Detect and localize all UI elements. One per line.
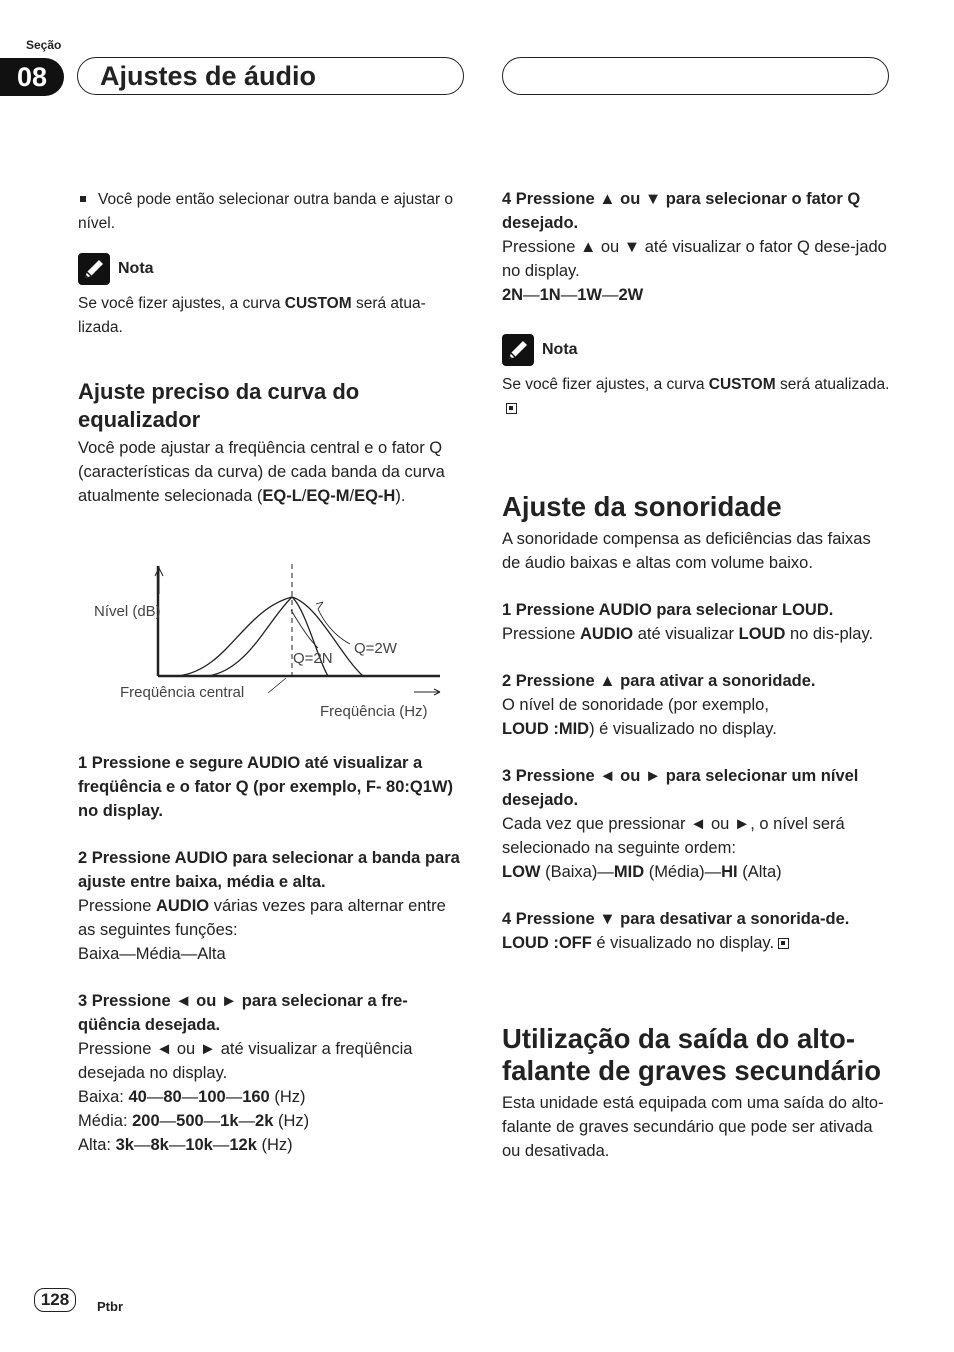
header-empty-box — [502, 57, 889, 95]
pencil-note-icon — [502, 334, 534, 366]
loud-intro: A sonoridade compensa as deficiências das faixas de áudio baixas e altas com volume baixo. — [502, 530, 871, 572]
loud-levels: LOW (Baixa)—MID (Média)—HI (Alta) — [502, 863, 782, 881]
nota-1-text: Se você fizer ajustes, a curva CUSTOM será atua-lizada. — [78, 295, 426, 336]
step-2-body: Pressione AUDIO várias vezes para alternar entre as seguintes funções: — [78, 897, 446, 939]
center-freq-label: Freqüência central — [120, 684, 245, 701]
step-2: 2 Pressione AUDIO para selecionar a banda para ajuste entre baixa, média e alta. — [78, 849, 460, 891]
step-4-body: Pressione ▲ ou ▼ até visualizar o fator Q dese-jado no display. — [502, 238, 887, 280]
loud-step-1: 1 Pressione AUDIO para selecionar LOUD. — [502, 601, 834, 619]
page-title: Ajustes de áudio — [100, 61, 317, 91]
loud-heading: Ajuste da sonoridade — [502, 491, 782, 522]
loud-step-2-body-b: LOUD :MID) é visualizado no display. — [502, 720, 777, 738]
q2n-label: Q=2N — [293, 650, 333, 667]
subwoofer-body: Esta unidade está equipada com uma saída do alto-falante de graves secundário que pode ser ativada ou desativada. — [502, 1094, 884, 1160]
q-sequence: 2N—1N—1W—2W — [502, 286, 644, 304]
nota-2 — [502, 333, 890, 367]
loud-step-3: 3 Pressione ◄ ou ► para selecionar um nível desejado. — [502, 767, 859, 809]
freq-row-high: Alta: 3k—8k—10k—12k (Hz) — [78, 1136, 293, 1154]
eq-heading: Ajuste preciso da curva do equalizador — [78, 379, 360, 432]
step-3: 3 Pressione ◄ ou ► para selecionar a fre-qüência desejada. — [78, 992, 408, 1034]
nota-label: Nota — [118, 260, 154, 277]
loud-step-4: 4 Pressione ▼ para desativar a sonorida-de. — [502, 910, 850, 928]
step-3-body: Pressione ◄ ou ► até visualizar a freqüência desejada no display. — [78, 1040, 413, 1082]
q2w-label: Q=2W — [354, 640, 397, 657]
freq-row-mid: Média: 200—500—1k—2k (Hz) — [78, 1112, 310, 1130]
loud-step-4-body: LOUD :OFF é visualizado no display. — [502, 931, 890, 955]
bullet-item — [78, 188, 466, 236]
end-mark-icon — [506, 403, 517, 414]
loud-step-1-body: Pressione AUDIO até visualizar LOUD no dis-play. — [502, 625, 874, 643]
section-number-badge: 08 — [0, 58, 64, 96]
freq-row-low: Baixa: 40—80—100—160 (Hz) — [78, 1088, 306, 1106]
page-number: 128 — [34, 1288, 76, 1312]
subwoofer-heading: Utilização da saída do alto-falante de graves secundário — [502, 1023, 882, 1086]
curve-wide — [178, 597, 363, 676]
loud-step-2-body-a: O nível de sonoridade (por exemplo, — [502, 696, 769, 714]
language-code: Ptbr — [97, 1299, 123, 1314]
left-column — [78, 188, 466, 508]
bullet-square-icon — [80, 196, 86, 202]
nota-2-text: Se você fizer ajustes, a curva CUSTOM será atualizada. — [502, 373, 890, 421]
xlabel: Freqüência (Hz) — [320, 703, 428, 720]
section-label: Seção — [26, 38, 62, 52]
bullet-text: Você pode então selecionar outra banda e ajustar o nível. — [78, 191, 454, 232]
right-column — [502, 187, 890, 1163]
step-1: 1 Pressione e segure AUDIO até visualizar a freqüência e o fator Q (por exemplo, F- 80:Q1W) no display. — [78, 754, 453, 820]
ylabel: Nível (dB) — [94, 603, 161, 620]
left-steps — [78, 751, 466, 1157]
loud-step-2: 2 Pressione ▲ para ativar a sonoridade. — [502, 672, 816, 690]
step-2-seq: Baixa—Média—Alta — [78, 945, 226, 963]
loud-step-3-body: Cada vez que pressionar ◄ ou ►, o nível será selecionado na seguinte ordem: — [502, 815, 845, 857]
eq-intro: Você pode ajustar a freqüência central e o fator Q (características da curva) de cada banda da curva atualmente selecionada (EQ-L/EQ-M/EQ-H). — [78, 439, 445, 505]
eq-curve-diagram — [78, 560, 458, 730]
step-4: 4 Pressione ▲ ou ▼ para selecionar o fator Q desejado. — [502, 190, 861, 232]
nota-1 — [78, 252, 466, 286]
pencil-note-icon — [78, 253, 110, 285]
end-mark-icon — [778, 938, 789, 949]
nota-label: Nota — [542, 341, 578, 358]
